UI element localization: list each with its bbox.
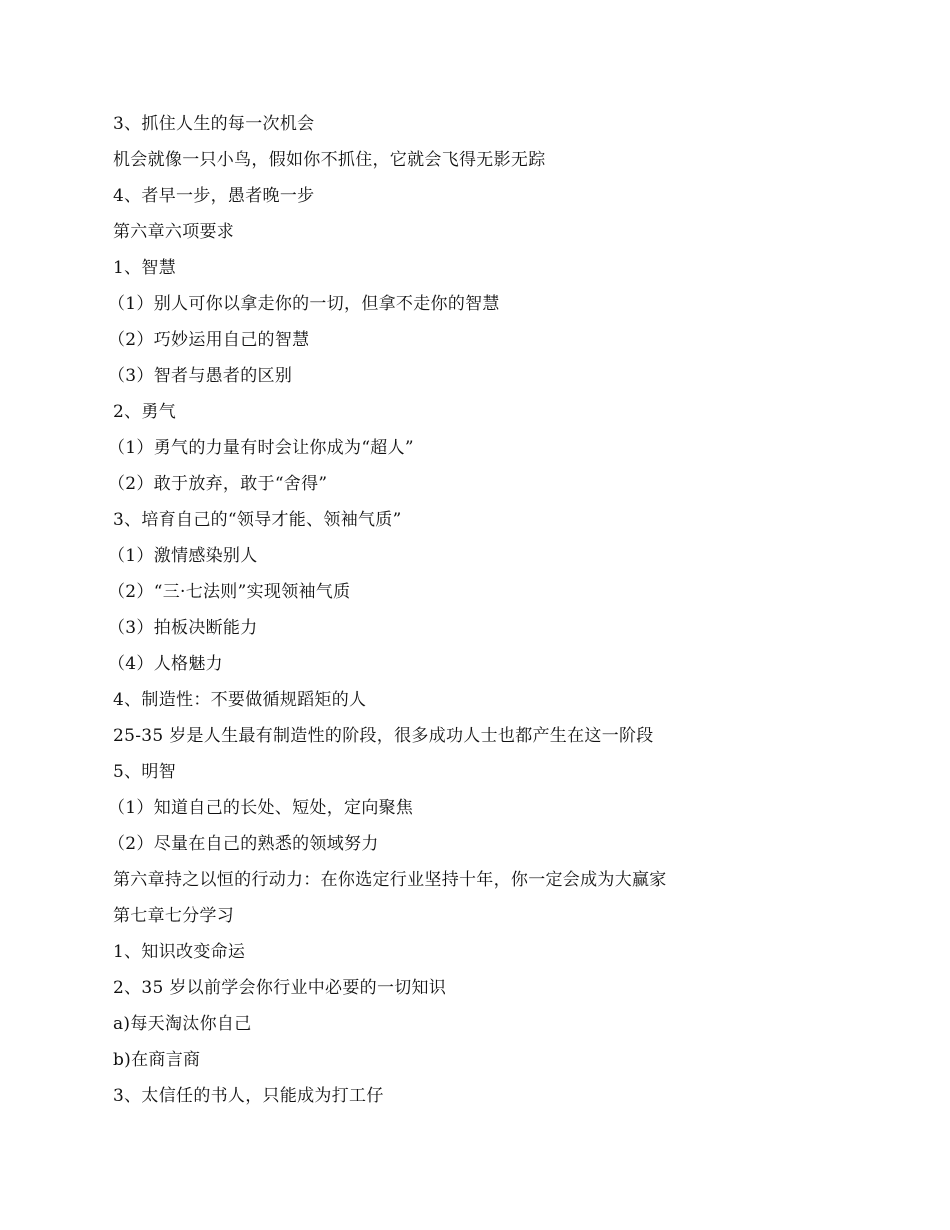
section-heading: 1、智慧 — [113, 258, 177, 278]
list-item: a)每天淘汰你自己 — [113, 1014, 252, 1034]
list-item: b)在商言商 — [113, 1050, 201, 1070]
list-item: （2）敢于放弃，敢于“舍得” — [108, 474, 328, 494]
text-line: 25-35 岁是人生最有制造性的阶段，很多成功人士也都产生在这一阶段 — [113, 726, 654, 746]
text-line: 4、者早一步，愚者晚一步 — [113, 186, 315, 206]
section-heading: 2、35 岁以前学会你行业中必要的一切知识 — [113, 978, 447, 998]
list-item: （1）知道自己的长处、短处，定向聚焦 — [108, 798, 414, 818]
section-heading: 2、勇气 — [113, 402, 177, 422]
section-heading: 3、太信任的书人，只能成为打工仔 — [113, 1086, 384, 1106]
list-item: （1）激情感染别人 — [108, 546, 258, 566]
list-item: （4）人格魅力 — [108, 654, 223, 674]
section-heading: 4、制造性：不要做循规蹈矩的人 — [113, 690, 367, 710]
list-item: （1）别人可你以拿走你的一切，但拿不走你的智慧 — [108, 294, 500, 314]
document-body — [108, 110, 667, 1118]
chapter-heading: 第七章七分学习 — [113, 906, 235, 926]
chapter-heading: 第六章六项要求 — [113, 222, 235, 242]
text-line: 3、抓住人生的每一次机会 — [113, 114, 315, 134]
list-item: （2）“三·七法则”实现领袖气质 — [108, 582, 351, 602]
section-heading: 1、知识改变命运 — [113, 942, 246, 962]
list-item: （3）拍板决断能力 — [108, 618, 258, 638]
list-item: （2）巧妙运用自己的智慧 — [108, 330, 310, 350]
chapter-heading: 第六章持之以恒的行动力：在你选定行业坚持十年，你一定会成为大赢家 — [113, 870, 667, 890]
section-heading: 3、培育自己的“领导才能、领袖气质” — [113, 510, 402, 530]
section-heading: 5、明智 — [113, 762, 177, 782]
list-item: （3）智者与愚者的区别 — [108, 366, 293, 386]
list-item: （1）勇气的力量有时会让你成为“超人” — [108, 438, 414, 458]
list-item: （2）尽量在自己的熟悉的领域努力 — [108, 834, 379, 854]
text-line: 机会就像一只小鸟，假如你不抓住，它就会飞得无影无踪 — [113, 150, 546, 170]
